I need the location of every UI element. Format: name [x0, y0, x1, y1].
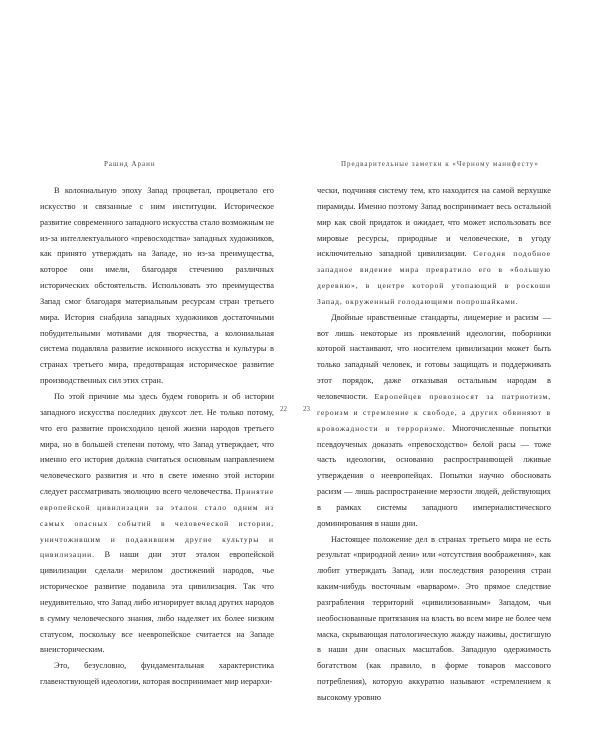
left-paragraph-2-start: По этой причине мы здесь будем говорить и об истории западного искусства последних двухсот лет. Не только потому, что его развитие происходило ценой жизни народов третьего мира, но в большей степени потому, что Запад утверждает, что именно его история должна считаться основным направлением человеческого развития и что в свете именно этой истории следует рассматривать эволюцию всего человечества. — [40, 391, 274, 497]
right-paragraph-2-emphasis: Европейцев превозносят за патриотизм, героизм и стремление к свободе, а других обвиняют в кровожадности и терроризме. — [317, 391, 552, 433]
left-paragraph-2 — [40, 389, 274, 658]
right-paragraph-1 — [317, 183, 551, 310]
right-paragraph-2 — [317, 310, 551, 532]
running-head-author: Рашид Араин — [104, 160, 156, 168]
left-page-column — [40, 183, 274, 690]
left-paragraph-1: В колониальную эпоху Запад процветал, процветало его искусство и связанные с ним институции. Историческое развитие современного западного искусства стало возможным не из-за интеллектуального «превосходства» западных художников, как принято утверждать на Западе, но из-за преимущества, которое они имели, благодаря стечению различных исторических обстоятельств. Использовать это преимущества Запад смог благодаря материальным ресурсам стран третьего мира. История снабдила западных художников достаточными побудительными мотивами для творчества, а колониальная система подавляла развитие исконного искусства и культуры в странах третьего мира, предотвращая историческое развитие производственных сил этих стран. — [40, 186, 274, 386]
right-paragraph-1-start: чески, подчиняя систему тем, кто находится на самой верхушке пирамиды. Именно поэтому Запад воспринимает весь остальной мир как свой придаток и ожидает, что может использовать все мировые ресурсы, природные и человеческие, в угоду исключительно западной цивилизации. — [317, 186, 551, 259]
page-number-right: 23 — [303, 405, 310, 413]
left-paragraph-3: Это, безусловно, фундаментальная характеристика главенствующей идеологии, которая воспринимает мир иерархи- — [40, 661, 274, 687]
running-head-title: Предварительные заметки к «Черному манифесту» — [341, 160, 539, 168]
right-paragraph-2-start: Двойные нравственные стандарты, лицемерие и расизм — вот лишь некоторые из проявлений идеологии, поборники которой настаивают, что носителем цивилизации может быть только западный человек, и готовы защищать и поддерживать этот порядок, даже отказывая остальным народам в человечности. — [317, 312, 551, 401]
left-paragraph-2-end: В наши дни этот эталон европейской цивилизации сделали мерилом достижений народов, чье историческое развитие подавила эта цивилизация. Так что неудивительно, что Запад либо игнорирует вклад других народов в сумму человеческого знания, либо наделяет их более низким статусом, поскольку все неевропейское считается на Западе внеисторическим. — [40, 550, 275, 655]
right-page-column — [317, 183, 551, 706]
left-paragraph-2-emphasis: Принятие европейской цивилизации за эталон стало одним из самых опасных событий в человеческой истории, уничтожившим и подавившим другие культуры и цивилизации. — [40, 487, 274, 560]
right-paragraph-3: Настоящее положение дел в странах третьего мира не есть результат «природной лени» или «отсутствия воображения», как любит утверждать Запад, или последствия разорения стран каким-нибудь восточным «варваром». Это прямое следствие разграбления территорий «цивилизованным» Западом, чьи необоснованные притязания на власть во всем мире не более чем маска, скрывающая патологическую жажду наживы, достигшую в наши дни опасных масштабов. Западную одержимость богатством (как правило, в форме товаров массового потребления), которую аккуратно называют «стремлением к высокому уровню — [317, 534, 551, 702]
page-number-left: 22 — [280, 405, 287, 413]
right-paragraph-1-emphasis: Сегодня подобное западное видение мира превратило его в «большую деревню», в центре которой утопающий в роскоши Запад, окруженный голодающими попрошайками. — [317, 249, 551, 306]
right-paragraph-2-end: Многочисленные попытки псевдоученых доказать «превосходство» белой расы — тоже часть идеологии, основанно распространяющей лживые утверждения о неевропейцах. Попытки научно обосновать расизм — лишь распространение мерзости людей, действующих в рамках системы западного империалистического доминирования в наши дни. — [317, 423, 552, 528]
